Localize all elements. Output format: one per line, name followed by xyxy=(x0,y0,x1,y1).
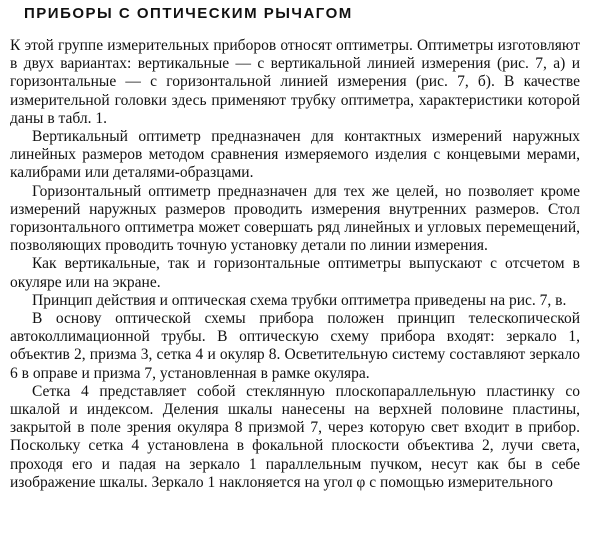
paragraph-1: К этой группе измерительных приборов относят оптиметры. Оптиметры изготовляют в двух вариантах: вертикальные — с вертикальной линией измерения (рис. 7, а) и горизонтальные — с горизонтальной линией измерения (рис. 7, б). В качестве измерительной головки здесь применяют трубку оптиметра, характеристики которой даны в табл. 1. xyxy=(10,37,580,127)
paragraph-4: Как вертикальные, так и горизонтальные оптиметры выпускают с отсчетом в окуляре или на экране. xyxy=(10,255,580,291)
paragraph-3: Горизонтальный оптиметр предназначен для тех же целей, но позволяет кроме измерений наружных размеров проводить измерения внутренних размеров. Стол горизонтального оптиметра может совершать ряд линейных и угловых перемещений, позволяющих проводить точную установку детали по линии измерения. xyxy=(10,182,580,255)
paragraph-2: Вертикальный оптиметр предназначен для контактных измерений наружных линейных размеров методом сравнения измеряемого изделия с концевыми мерами, калибрами или деталями-образцами. xyxy=(10,128,580,182)
paragraph-6: В основу оптической схемы прибора положен принцип телескопической автоколлимационной трубы. В оптическую схему прибора входят: зеркало 1, объектив 2, призма 3, сетка 4 и окуляр 8. Осветительную систему составляют зеркало 6 в оправе и призма 7, установленная в рамке окуляра. xyxy=(10,310,580,382)
paragraph-5: Принцип действия и оптическая схема трубки оптиметра приведены на рис. 7, в. xyxy=(32,291,567,309)
paragraph-7: Сетка 4 представляет собой стеклянную плоскопараллельную пластинку со шкалой и индексом. Деления шкалы нанесены на верхней половине пластины, закрытой в поле зрения окуляра 8 призмой 7, через которую свет входит в прибор. Поскольку сетка 4 установлена в фокальной плоскости объектива 2, лучи света, проходя его и падая на зеркало 1 параллельным пучком, несут как бы в себе изображение шкалы. Зеркало 1 наклоняется на угол φ с помощью измерительного xyxy=(10,382,580,491)
section-heading: ПРИБОРЫ С ОПТИЧЕСКИМ РЫЧАГОМ xyxy=(24,5,353,22)
